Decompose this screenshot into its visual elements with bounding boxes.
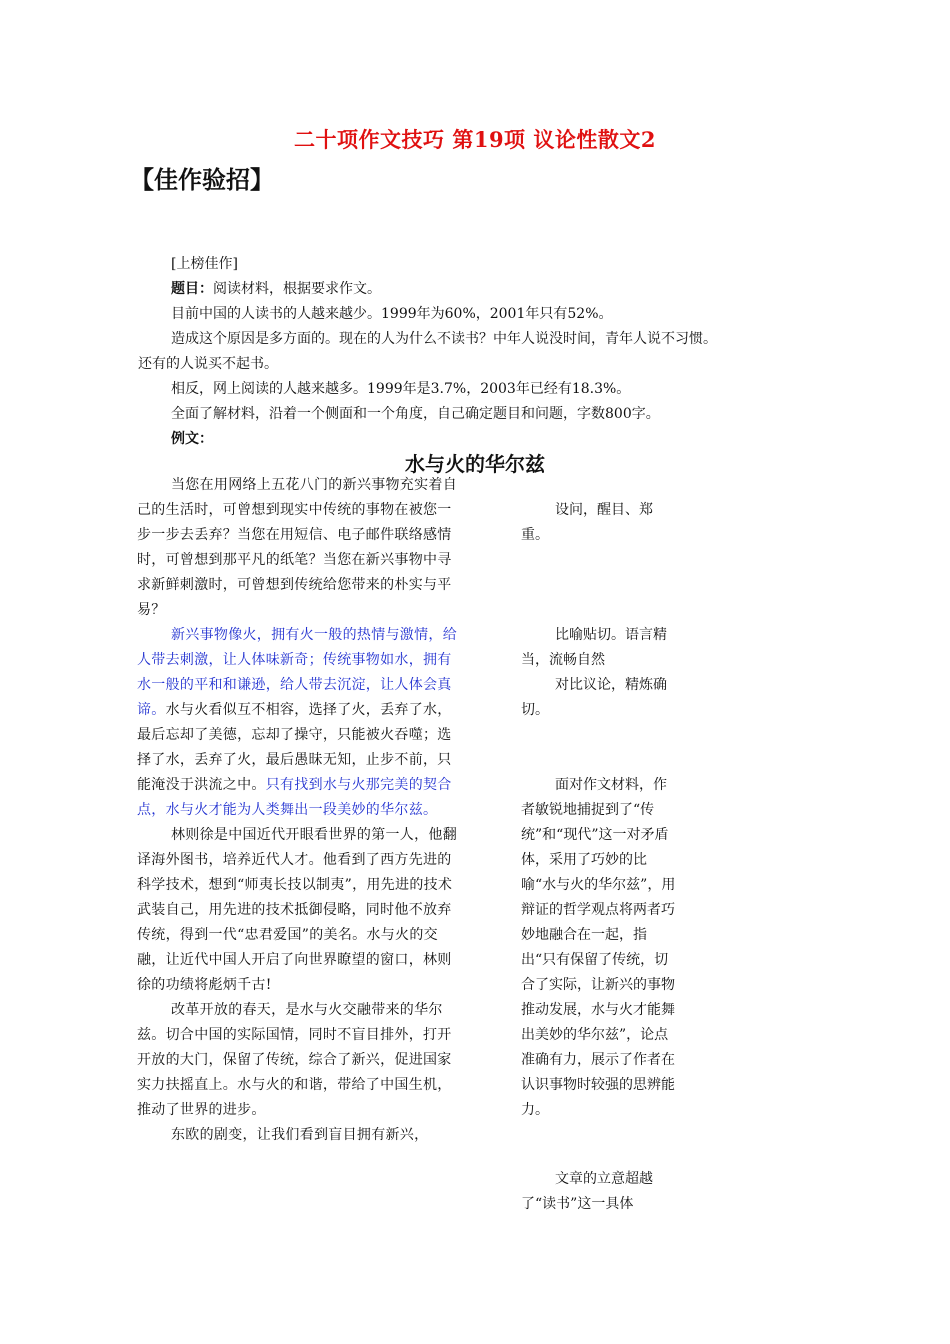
page-title: 二十项作文技巧 第19项 议论性散文2 [294,127,656,152]
essay-paragraph-3: 林则徐是中国近代开眼看世界的第一人，他翻译海外图书，培养近代人才。他看到了西方先进的科学技术，想到“师夷长技以制夷”，用先进的技术武装自己，用先进的技术抵御侵略，同时他不放弃传统，得到一代“忠君爱国”的美名。水与火的交融，让近代中国人开启了向世界瞭望的窗口，林则徐的功绩将彪炳千古! [137,827,457,993]
comment-text: 比喻贴切。语言精当，流畅自然 [521,627,667,668]
comment-text: 面对作文材料，作者敏锐地捕捉到了“传统”和“现代”这一对矛盾体，采用了巧妙的比喻“水与火的华尔兹”，用辩证的哲学观点将两者巧妙地融合在一起，指出“只有保留了传统，切合了实际，让新兴的事物推动发展，水与火才能舞出美妙的华尔兹”，论点准确有力，展示了作者在认识事物时较强的思辨能力。 [521,777,676,1118]
essay-body [137,473,465,1148]
comment-text: 文章的立意超越了“读书”这一具体 [521,1171,653,1212]
essay-paragraph-1: 当您在用网络上五花八门的新兴事物充实着自己的生活时，可曾想到现实中传统的事物在被您一步一步去丢弃？当您在用短信、电子邮件联络感情时，可曾想到那平凡的纸笔？当您在新兴事物中寻求新鲜刺激时，可曾想到传统给您带来的朴实与平易？ [137,477,457,618]
highlight-metaphor: 新兴事物像火，拥有火一般的热情与激情，给人带去刺激，让人体味新奇；传统事物如水，拥有水一般的平和和谦逊，给人带去沉淀，让人体会真谛。 [137,627,457,718]
essay-title: 水与火的华尔兹 [405,452,545,476]
prompt-block [138,252,838,452]
material-line-4: 全面了解材料，沿着一个侧面和一个角度，自己确定题目和问题，字数800字。 [171,406,660,422]
topic-line [138,277,838,302]
essay-paragraph-4: 改革开放的春天，是水与火交融带来的华尔兹。切合中国的实际国情，同时不盲目排外，打开开放的大门，保留了传统，综合了新兴，促进国家实力扶摇直上。水与火的和谐，带给了中国生机，推动了世界的进步。 [137,1002,452,1118]
material-line-2a: 造成这个原因是多方面的。现在的人为什么不读书？中年人说没时间，青年人说不习惯。 [171,331,717,347]
margin-comment-1 [521,498,676,548]
contrast-text: 水与火看似互不相容，选择了火，丢弃了水，最后忘却了美德，忘却了操守，只能被火吞噬；选择了水，丢弃了火，最后愚昧无知，止步不前，只能淹没于洪流之中。 [137,702,452,793]
highlight-thesis: 只有找到水与火那完美的契合点，水与火才能为人类舞出一段美妙的华尔兹。 [137,777,452,818]
material-line-1: 目前中国的人读书的人越来越少。1999年为60%，2001年只有52%。 [171,306,613,322]
margin-comment-5 [521,1167,681,1217]
topic-label: 题目： [171,281,213,297]
topic-text: 阅读材料，根据要求作文。 [213,281,381,297]
example-label: 例文： [171,431,213,447]
award-tag: [上榜佳作] [171,256,238,272]
margin-comment-3 [521,673,681,723]
essay-paragraph-2 [137,623,465,823]
margin-comment-4 [521,773,679,1123]
material-line-2b: 还有的人说买不起书。 [138,356,278,372]
material-line-3: 相反，网上阅读的人越来越多。1999年是3.7%，2003年已经有18.3%。 [171,381,631,397]
section-heading: 【佳作验招】 [130,166,274,194]
essay-paragraph-5: 东欧的剧变，让我们看到盲目拥有新兴， [171,1127,429,1143]
comment-text: 对比议论，精炼确切。 [521,677,667,718]
comment-text: 设问，醒目、郑重。 [521,502,653,543]
margin-comment-2 [521,623,681,673]
